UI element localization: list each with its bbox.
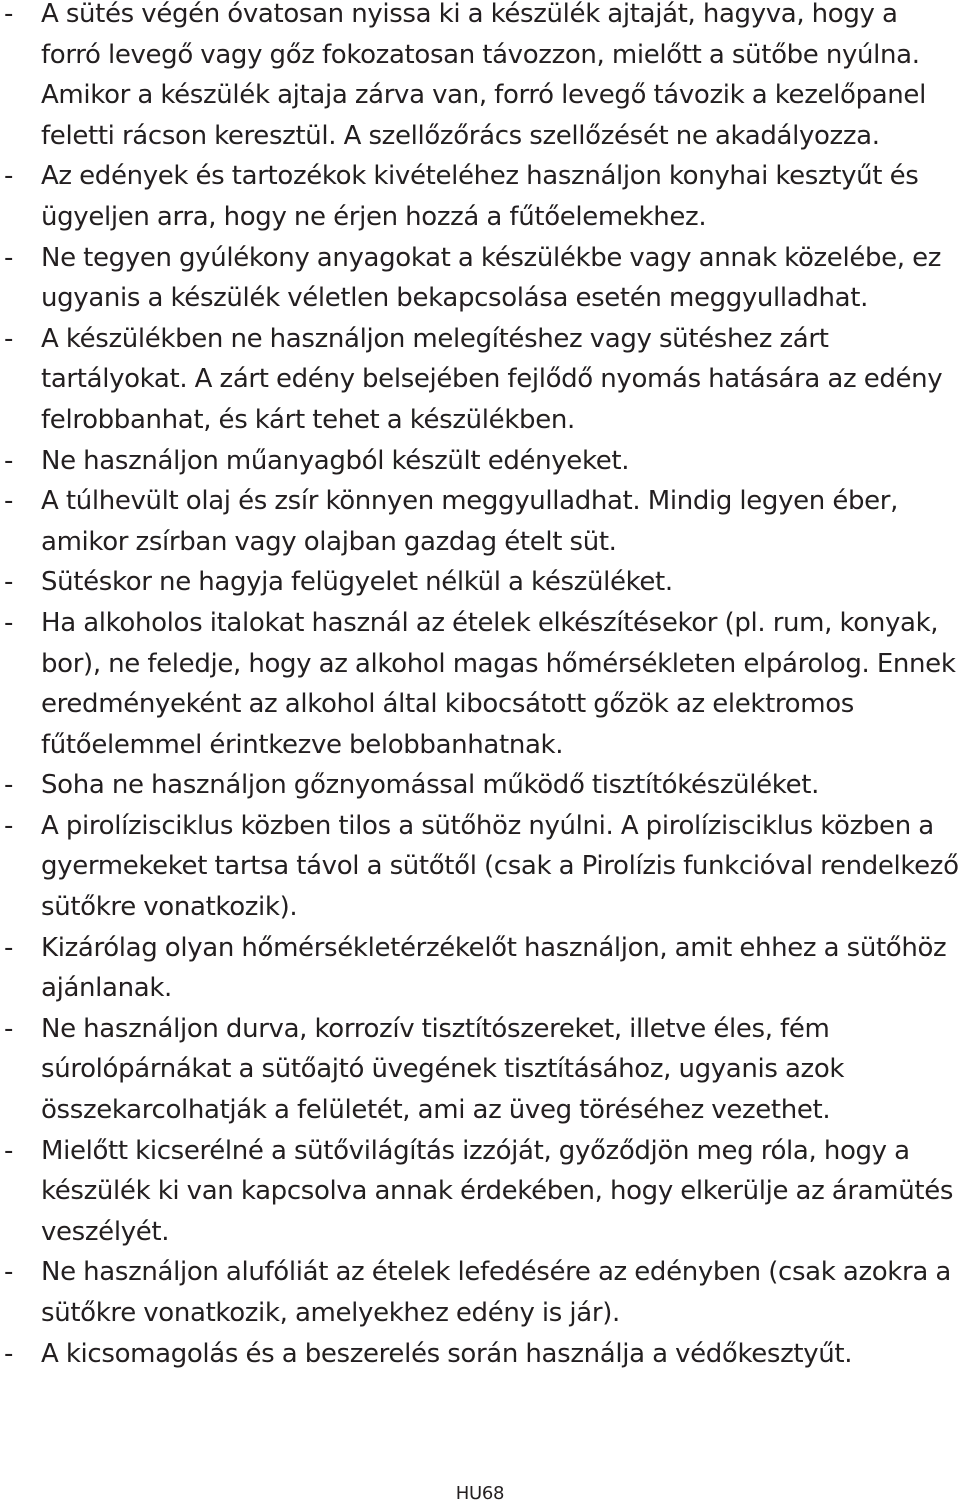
list-item-text: Ne használjon alufóliát az ételek lefedésére az edényben (csak azokra a sütőkre vonatkozik, amelyekhez edény is jár).	[41, 1257, 951, 1328]
list-item	[4, 156, 960, 237]
list-item-text: Ne használjon műanyagból készült edényeket.	[41, 445, 630, 476]
list-item-text: Ne tegyen gyúlékony anyagokat a készülékbe vagy annak közelébe, ez ugyanis a készülék véletlen bekapcsolása esetén meggyulladhat.	[41, 242, 942, 314]
list-item-text: Ne használjon durva, korrozív tisztítószereket, illetve éles, fém súrolópárnákat a sütőajtó üvegének tisztításához, ugyanis azok összekarcolhatják a felületét, ami az üveg töréséhez vezethet.	[41, 1013, 845, 1126]
list-bullet: -	[4, 1135, 14, 1166]
list-item	[4, 603, 960, 765]
list-item-text: A készülékben ne használjon melegítéshez vagy sütéshez zárt tartályokat. A zárt edény belsejében fejlődő nyomás hatására az edény felrobbanhat, és kárt tehet a készülékben.	[41, 323, 943, 435]
list-item	[4, 1252, 960, 1333]
list-bullet: -	[4, 0, 14, 29]
list-item	[4, 441, 960, 482]
list-item-text: Kizárólag olyan hőmérsékletérzékelőt használjon, amit ehhez a sütőhöz ajánlanak.	[41, 932, 947, 1004]
list-item	[4, 928, 960, 1009]
list-item	[4, 765, 960, 806]
list-item	[4, 1131, 960, 1253]
list-bullet: -	[4, 323, 14, 354]
list-item	[4, 481, 960, 562]
list-item	[4, 1009, 960, 1131]
list-bullet: -	[4, 242, 14, 273]
list-bullet: -	[4, 607, 14, 638]
list-item	[4, 319, 960, 441]
list-item-text: Sütéskor ne hagyja felügyelet nélkül a készüléket.	[41, 567, 673, 598]
page-number: HU68	[455, 1483, 505, 1504]
list-item-text: Az edények és tartozékok kivételéhez használjon konyhai kesztyűt és ügyeljen arra, hogy ne érjen hozzá a fűtőelemekhez.	[41, 161, 919, 232]
list-item-text: A túlhevült olaj és zsír könnyen meggyulladhat. Mindig legyen éber, amikor zsírban vagy olajban gazdag ételt süt.	[41, 486, 899, 557]
list-item	[4, 0, 960, 156]
list-bullet: -	[4, 486, 14, 517]
list-bullet: -	[4, 1013, 14, 1044]
list-bullet: -	[4, 567, 14, 598]
list-item	[4, 1334, 960, 1375]
list-item-text: A pirolízisciklus közben tilos a sütőhöz nyúlni. A pirolízisciklus közben a gyermekeket tartsa távol a sütőtől (csak a Pirolízis funkcióval rendelkező sütőkre vonatkozik).	[41, 810, 959, 923]
list-bullet: -	[4, 932, 14, 963]
list-item-text: Soha ne használjon gőznyomással működő tisztítókészüléket.	[41, 770, 819, 801]
safety-instructions-list	[4, 0, 960, 1374]
list-item	[4, 238, 960, 319]
list-item-text: Mielőtt kicserélné a sütővilágítás izzóját, győződjön meg róla, hogy a készülék ki van kapcsolva annak érdekében, hogy elkerülje az áramütés veszélyét.	[41, 1135, 954, 1247]
list-bullet: -	[4, 445, 14, 476]
list-bullet: -	[4, 1257, 14, 1288]
list-item-text: A sütés végén óvatosan nyissa ki a készülék ajtaját, hagyva, hogy a forró levegő vagy gőz fokozatosan távozzon, mielőtt a sütőbe nyúlna. Amikor a készülék ajtaja zárva van, forró levegő távozik a kezelőpanel feletti rácson keresztül. A szellőzőrács szellőzését ne akadályozza.	[41, 0, 926, 151]
list-item	[4, 806, 960, 928]
list-item	[4, 562, 960, 603]
list-bullet: -	[4, 770, 14, 801]
list-bullet: -	[4, 161, 14, 192]
list-bullet: -	[4, 1338, 14, 1369]
list-bullet: -	[4, 810, 14, 841]
list-item-text: A kicsomagolás és a beszerelés során használja a védőkesztyűt.	[41, 1338, 853, 1369]
list-item-text: Ha alkoholos italokat használ az ételek elkészítésekor (pl. rum, konyak, bor), ne feledje, hogy az alkohol magas hőmérsékleten elpárolog. Ennek eredményeként az alkohol által kibocsátott gőzök az elektromos fűtőelemmel érintkezve belobbanhatnak.	[41, 607, 956, 760]
